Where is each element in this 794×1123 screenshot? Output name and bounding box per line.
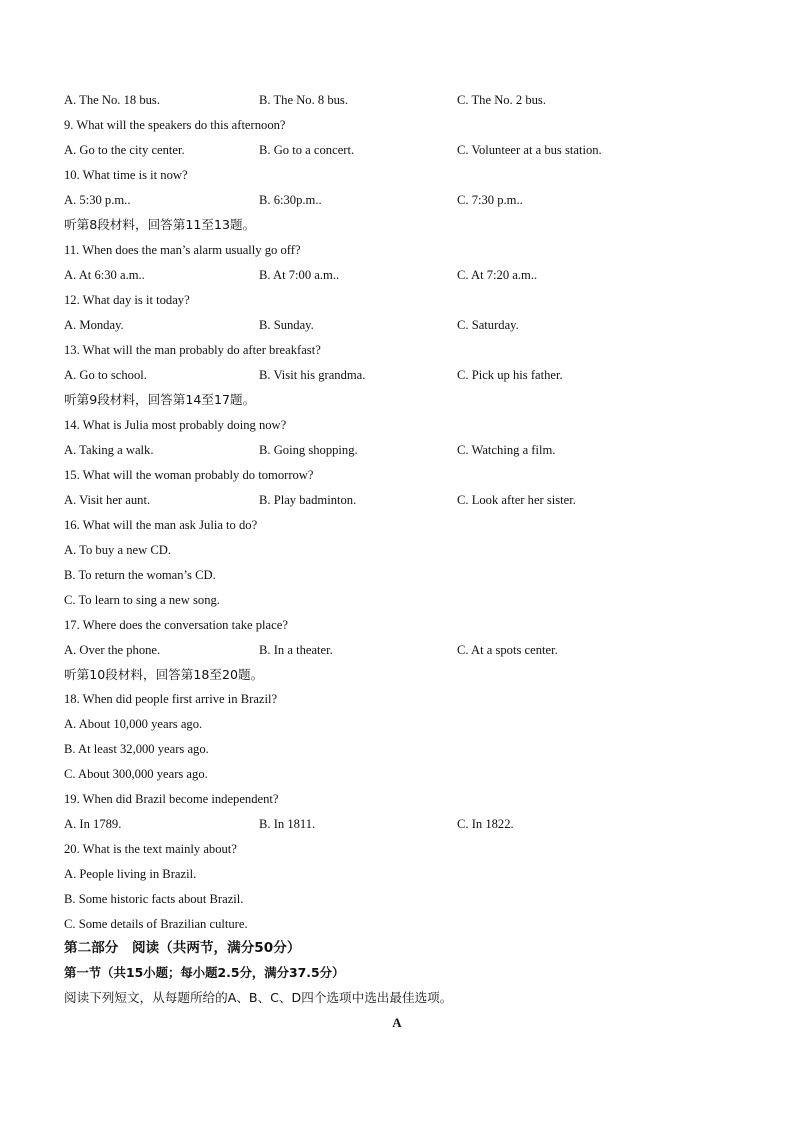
answer-option: C. 7:30 p.m.. — [457, 193, 523, 207]
answer-option: A. The No. 18 bus. — [64, 93, 160, 107]
answer-option: A. 5:30 p.m.. — [64, 193, 131, 207]
answer-option: C. At 7:20 a.m.. — [457, 268, 538, 282]
question-text: B. Some historic facts about Brazil. — [64, 892, 244, 906]
answer-option: A. Over the phone. — [64, 643, 161, 657]
section-instruction: 听第8段材料，回答第11至13题。 — [64, 217, 256, 232]
question-text: A. People living in Brazil. — [64, 867, 197, 881]
answer-option: B. The No. 8 bus. — [259, 93, 348, 107]
answer-option: A. In 1789. — [64, 817, 122, 831]
question-text: 15. What will the woman probably do tomorrow? — [64, 468, 314, 482]
answer-option: C. The No. 2 bus. — [457, 93, 546, 107]
answer-option: B. Visit his grandma. — [259, 368, 366, 382]
answer-option: C. Watching a film. — [457, 443, 556, 457]
question-text: B. To return the woman’s CD. — [64, 568, 216, 582]
answer-option: A. At 6:30 a.m.. — [64, 268, 145, 282]
answer-option: B. 6:30p.m.. — [259, 193, 322, 207]
answer-option: C. Volunteer at a bus station. — [457, 143, 602, 157]
question-text: 10. What time is it now? — [64, 168, 188, 182]
question-text: A. About 10,000 years ago. — [64, 717, 203, 731]
answer-option: C. In 1822. — [457, 817, 514, 831]
answer-option: A. Go to school. — [64, 368, 147, 382]
section-instruction: 听第9段材料，回答第14至17题。 — [64, 392, 256, 407]
question-text: 9. What will the speakers do this afternoon? — [64, 118, 286, 132]
answer-option: B. Go to a concert. — [259, 143, 355, 157]
subsection-heading: 第一节（共15小题；每小题2.5分，满分37.5分） — [64, 965, 345, 980]
answer-option: B. At 7:00 a.m.. — [259, 268, 340, 282]
question-text: B. At least 32,000 years ago. — [64, 742, 209, 756]
answer-option: B. In 1811. — [259, 817, 316, 831]
question-text: 20. What is the text mainly about? — [64, 842, 237, 856]
question-text: 17. Where does the conversation take place? — [64, 618, 288, 632]
answer-option: C. Look after her sister. — [457, 493, 576, 507]
answer-option: B. Play badminton. — [259, 493, 357, 507]
section-instruction: 阅读下列短文，从每题所给的A、B、C、D四个选项中选出最佳选项。 — [64, 990, 453, 1005]
answer-option: C. Saturday. — [457, 318, 519, 332]
answer-option: A. Go to the city center. — [64, 143, 185, 157]
section-instruction: 听第10段材料，回答第18至20题。 — [64, 667, 264, 682]
answer-option: C. At a spots center. — [457, 643, 558, 657]
passage-label: A — [392, 1015, 402, 1030]
question-text: 12. What day is it today? — [64, 293, 190, 307]
question-text: A. To buy a new CD. — [64, 543, 171, 557]
question-text: 11. When does the man’s alarm usually go off? — [64, 243, 301, 257]
question-text: C. About 300,000 years ago. — [64, 767, 208, 781]
question-text: 16. What will the man ask Julia to do? — [64, 518, 258, 532]
section-heading: 第二部分 阅读（共两节，满分50分） — [64, 940, 301, 956]
question-text: 19. When did Brazil become independent? — [64, 792, 279, 806]
answer-option: A. Monday. — [64, 318, 124, 332]
question-text: 13. What will the man probably do after breakfast? — [64, 343, 321, 357]
question-text: 14. What is Julia most probably doing now? — [64, 418, 287, 432]
answer-option: C. Pick up his father. — [457, 368, 563, 382]
answer-option: B. Sunday. — [259, 318, 314, 332]
answer-option: B. Going shopping. — [259, 443, 358, 457]
answer-option: A. Taking a walk. — [64, 443, 154, 457]
question-text: C. Some details of Brazilian culture. — [64, 917, 248, 931]
question-text: C. To learn to sing a new song. — [64, 593, 220, 607]
question-text: 18. When did people first arrive in Brazil? — [64, 692, 278, 706]
answer-option: A. Visit her aunt. — [64, 493, 151, 507]
answer-option: B. In a theater. — [259, 643, 333, 657]
